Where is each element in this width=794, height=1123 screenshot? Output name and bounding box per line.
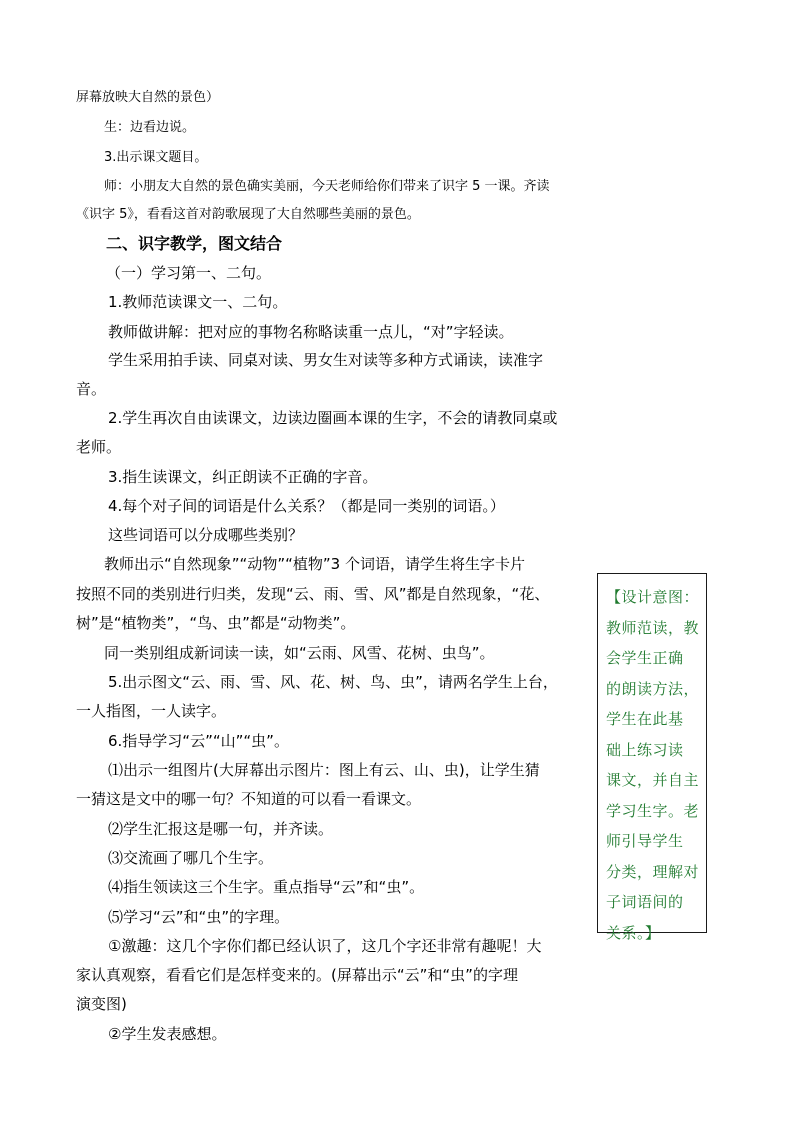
note-line: 会学生正确 — [606, 649, 684, 667]
paragraph-line: ⑴出示一组图片(大屏幕出示图片：图上有云、山、虫)，让学生猜 — [108, 761, 540, 779]
paragraph-line: 一人指图，一人读字。 — [76, 702, 227, 720]
note-line: 关系。】 — [606, 923, 661, 942]
paragraph-line: 家认真观察，看看它们是怎样变来的。(屏幕出示“云”和“虫”的字理 — [76, 966, 518, 984]
paragraph-line: 4.每个对子间的词语是什么关系？（都是同一类别的词语。） — [108, 497, 505, 515]
design-intent-note — [597, 573, 707, 942]
paragraph-line: ⑵学生汇报这是哪一句，并齐读。 — [108, 820, 334, 838]
note-line: 【设计意图： — [606, 588, 700, 606]
note-line: 础上练习读 — [606, 740, 684, 759]
note-line: 学生在此基 — [606, 710, 684, 728]
paragraph-line: 教师做讲解：把对应的事物名称略读重一点儿，“对”字轻读。 — [108, 323, 514, 341]
paragraph-line: 教师出示“自然现象”“动物”“植物”3 个词语，请学生将生字卡片 — [104, 555, 525, 573]
paragraph-line: 树”是“植物类”，“鸟、虫”都是“动物类”。 — [76, 614, 356, 632]
paragraph-line: ①激趣：这几个字你们都已经认识了，这几个字还非常有趣呢！大 — [108, 937, 542, 955]
note-line: 子词语间的 — [606, 893, 684, 911]
paragraph-line: 学生采用拍手读、同桌对读、男女生对读等多种方式诵读，读准字 — [108, 351, 544, 369]
paragraph-line: ⑸学习“云”和“虫”的字理。 — [108, 908, 290, 926]
paragraph-line: 2.学生再次自由读课文，边读边圈画本课的生字，不会的请教同桌或 — [108, 409, 558, 427]
note-line: 教师范读，教 — [606, 618, 700, 637]
paragraph-line: 5.出示图文“云、雨、雪、风、花、树、鸟、虫”，请两名学生上台， — [108, 673, 558, 691]
paragraph-line: （一）学习第一、二句。 — [106, 264, 272, 282]
paragraph-line: ②学生发表感想。 — [108, 1025, 227, 1043]
note-line: 学习生字。老 — [606, 801, 700, 820]
paragraph-line: 屏幕放映大自然的景色） — [76, 90, 220, 105]
paragraph-line: 师：小朋友大自然的景色确实美丽，今天老师给你们带来了识字 5 一课。齐读 — [104, 179, 550, 194]
paragraph-line: 《识字 5》，看看这首对韵歌展现了大自然哪些美丽的景色。 — [76, 207, 420, 222]
paragraph-line: ⑶交流画了哪几个生字。 — [108, 849, 274, 867]
note-line: 师引导学生 — [606, 832, 684, 850]
paragraph-line: 演变图) — [76, 995, 127, 1013]
paragraph-line: 生：边看边说。 — [104, 120, 196, 135]
paragraph-line: 6.指导学习“云”“山”“虫”。 — [108, 732, 289, 750]
paragraph-line: 同一类别组成新词读一读，如“云雨、风雪、花树、虫鸟”。 — [104, 644, 495, 662]
paragraph-line: 一猜这是文中的哪一句？不知道的可以看一看课文。 — [76, 790, 422, 808]
note-line: 的朗读方法， — [606, 679, 700, 698]
note-line: 课文，并自主 — [606, 771, 700, 789]
paragraph-line: 音。 — [76, 380, 107, 398]
paragraph-line: 老师。 — [76, 438, 122, 456]
paragraph-line: 1.教师范读课文一、二句。 — [108, 293, 288, 311]
paragraph-line: 这些词语可以分成哪些类别？ — [108, 526, 304, 544]
paragraph-line: 按照不同的类别进行归类，发现“云、雨、雪、风”都是自然现象，“花、 — [76, 585, 550, 603]
note-line: 分类，理解对 — [606, 862, 700, 881]
paragraph-line: 3.出示课文题目。 — [104, 150, 208, 165]
paragraph-line: 3.指生读课文，纠正朗读不正确的字音。 — [108, 468, 378, 486]
section-heading: 二、识字教学，图文结合 — [106, 234, 283, 253]
paragraph-line: ⑷指生领读这三个生字。重点指导“云”和“虫”。 — [108, 878, 425, 896]
